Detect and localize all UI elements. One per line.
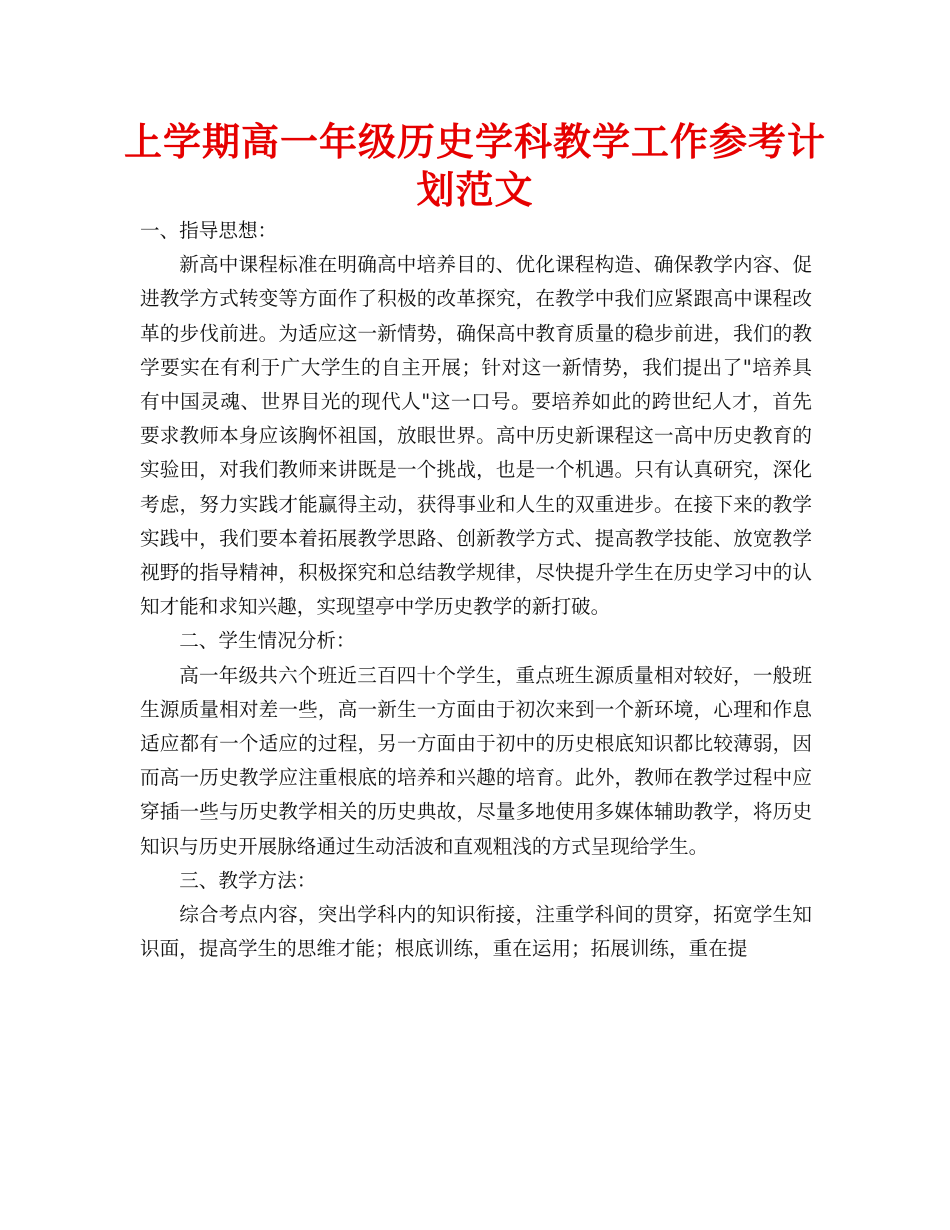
- document-body: [140, 214, 812, 966]
- document-title: [120, 118, 830, 214]
- section-heading-teaching-methods: 三、教学方法：: [179, 868, 317, 892]
- section-heading-guiding-ideology: 一、指导思想：: [140, 219, 278, 242]
- title-line-1: 上学期高一年级历史学科教学工作参考计: [123, 120, 826, 164]
- paragraph-guiding-ideology: 新高中课程标准在明确高中培养目的、优化课程构造、确保教学内容、促进教学方式转变等方面作了积极的改革探究，在教学中我们应紧跟高中课程改革的步伐前进。为适应这一新情势，确保高中教育质量的稳步前进，我们的教学要实在有利于广大学生的自主开展；针对这一新情势，我们提出了"培养具有中国灵魂、世界目光的现代人"这一口号。要培养如此的跨世纪人才，首先要求教师本身应该胸怀祖国，放眼世界。高中历史新课程这一高中历史教育的实验田，对我们教师来讲既是一个挑战，也是一个机遇。只有认真研究，深化考虑，努力实践才能赢得主动，获得事业和人生的双重进步。在接下来的教学实践中，我们要本着拓展教学思路、创新教学方式、提高教学技能、放宽教学视野的指导精神，积极探究和总结教学规律，尽快提升学生在历史学习中的认知才能和求知兴趣，实现望亭中学历史教学的新打破。: [140, 253, 812, 619]
- paragraph-student-analysis: 高一年级共六个班近三百四十个学生，重点班生源质量相对较好，一般班生源质量相对差一些，高一新生一方面由于初次来到一个新环境，心理和作息适应都有一个适应的过程，另一方面由于初中的历史根底知识都比较薄弱，因而高一历史教学应注重根底的培养和兴趣的培育。此外，教师在教学过程中应穿插一些与历史教学相关的历史典故，尽量多地使用多媒体辅助教学，将历史知识与历史开展脉络通过生动活波和直观粗浅的方式呈现给学生。: [140, 663, 812, 858]
- section-heading-student-analysis: 二、学生情况分析：: [179, 629, 356, 653]
- title-line-2: 划范文: [416, 168, 534, 212]
- paragraph-teaching-methods: 综合考点内容，突出学科内的知识衔接，注重学科间的贯穿，拓宽学生知识面，提高学生的思维才能；根底训练，重在运用；拓展训练，重在提: [140, 903, 812, 961]
